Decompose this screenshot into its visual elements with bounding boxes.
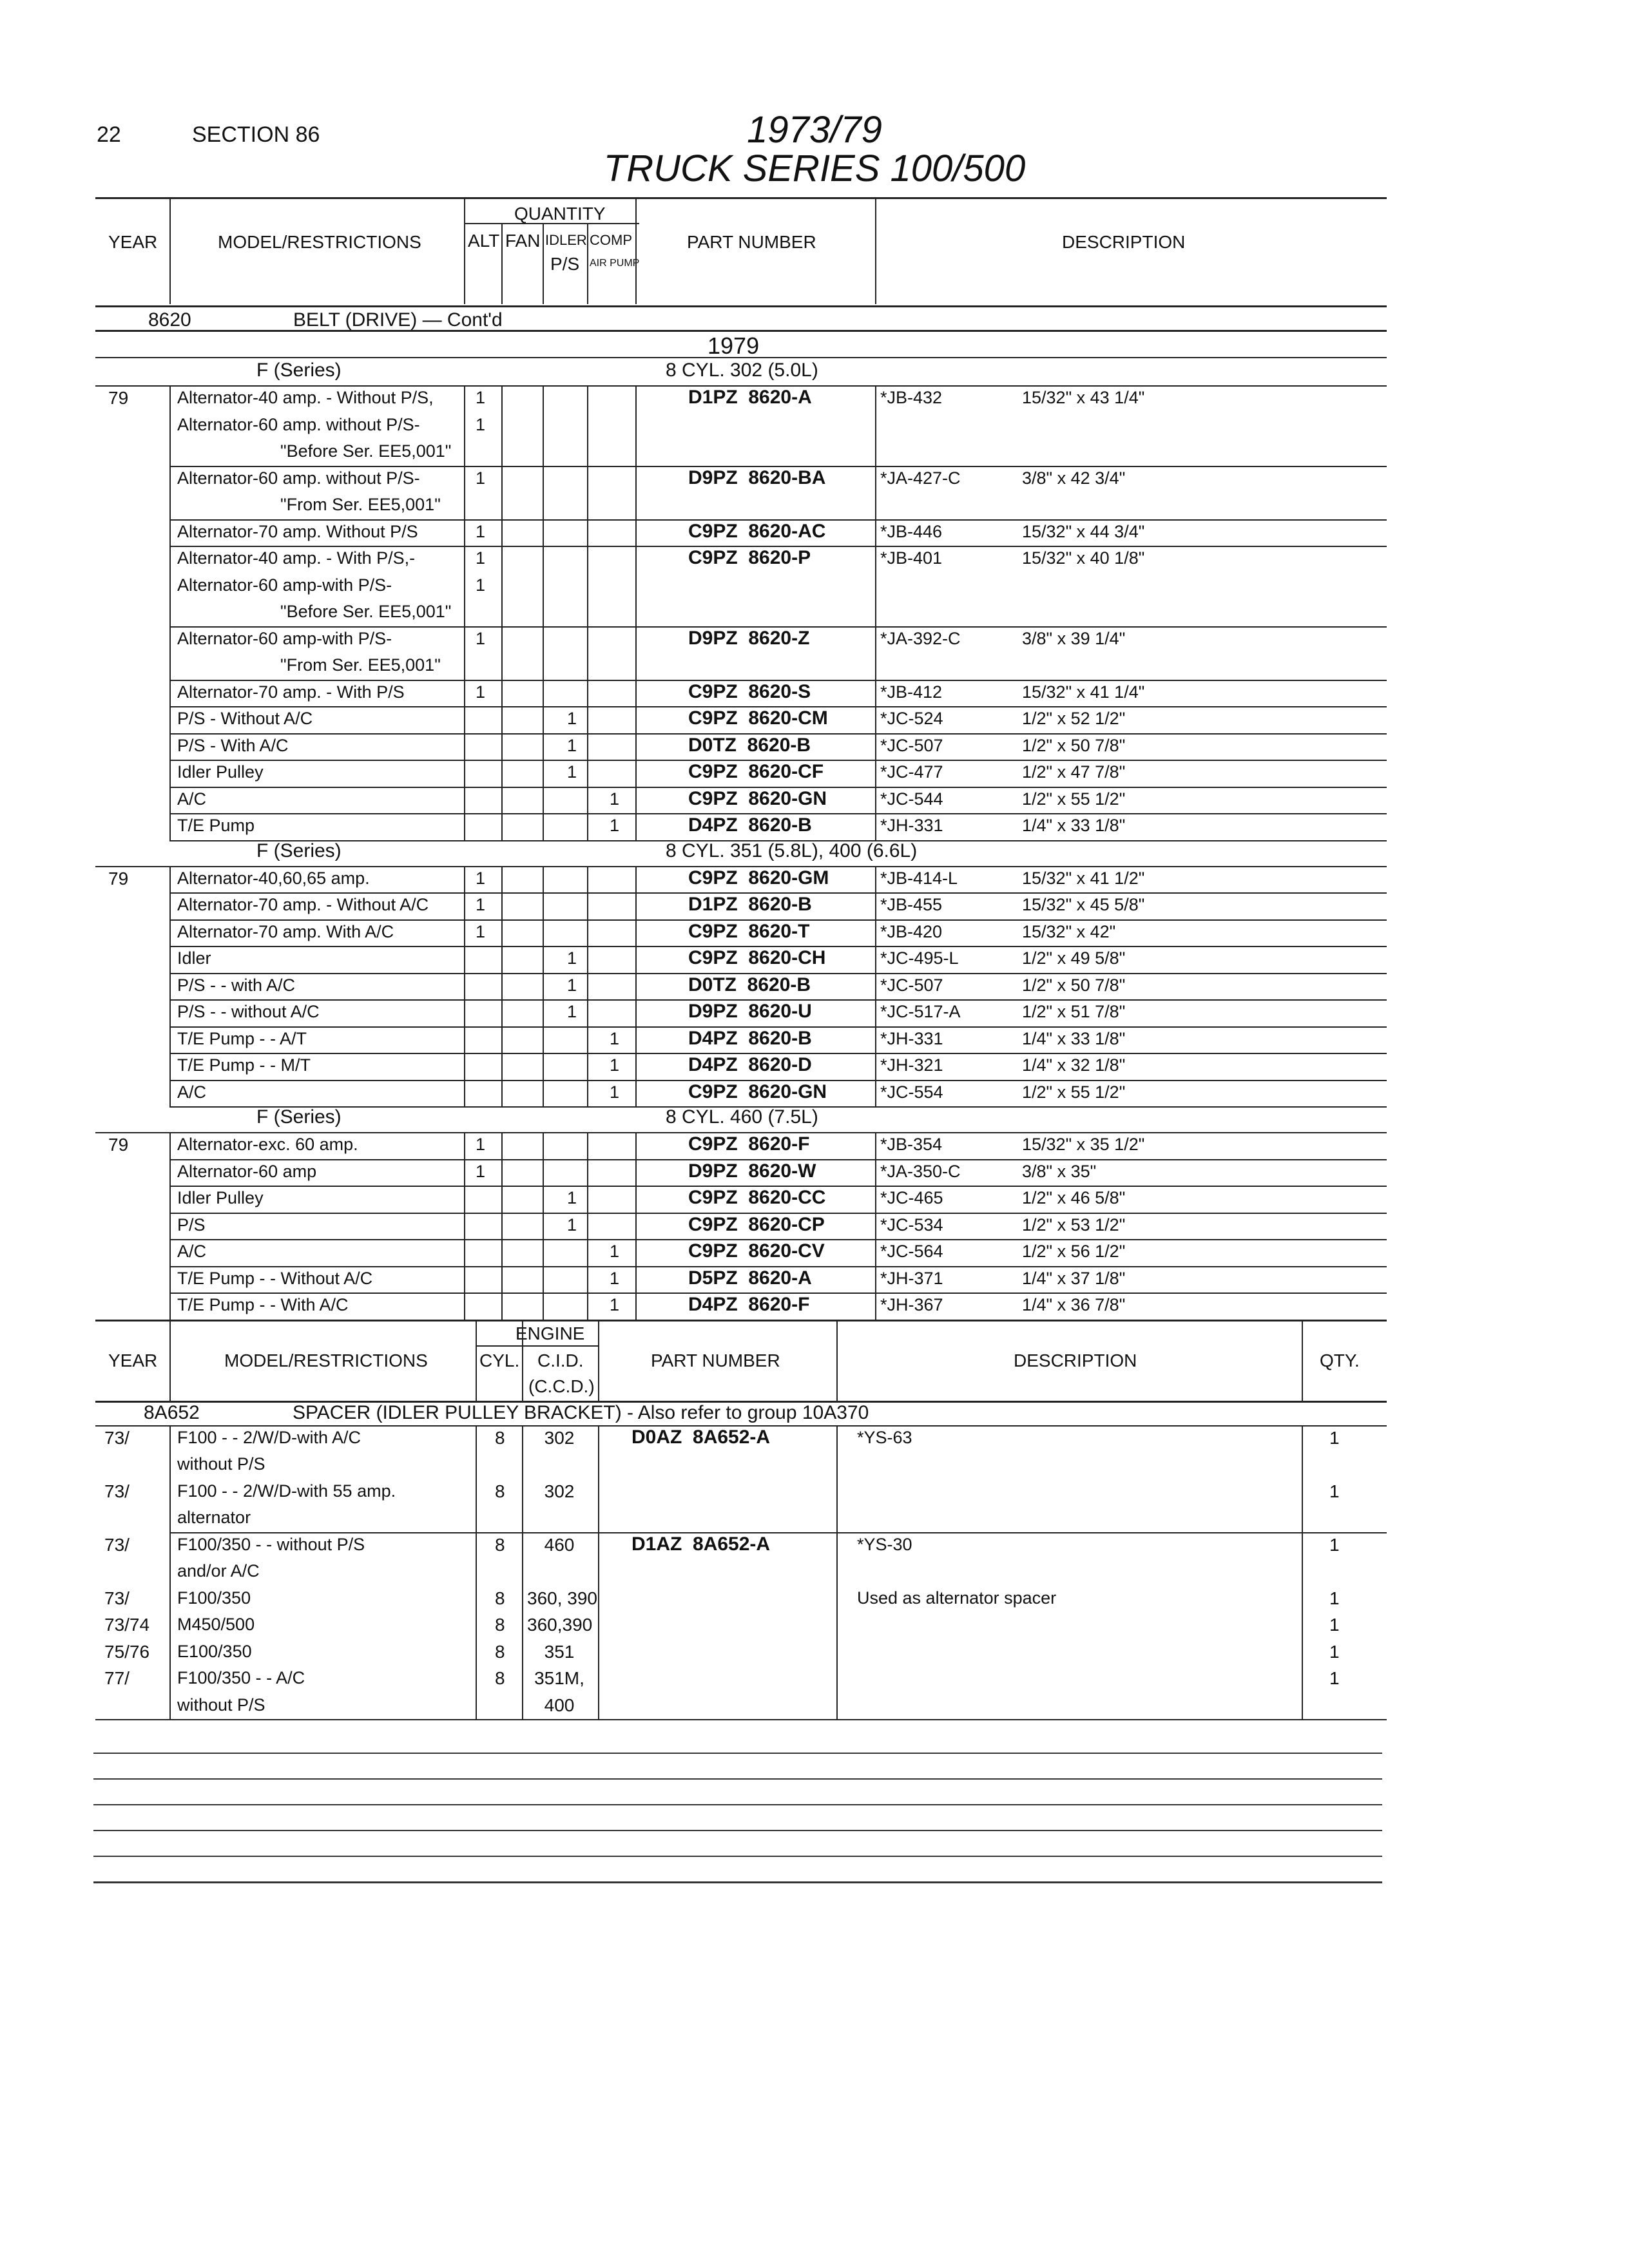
column-rule <box>635 866 637 1107</box>
model-restriction: Idler <box>177 948 211 968</box>
belt-code: *JB-455 <box>880 895 943 914</box>
belt-size: 1/2" x 49 5/8" <box>1022 948 1126 968</box>
part-number: D5PZ 8620-A <box>688 1267 812 1289</box>
model-restriction: without P/S <box>177 1454 265 1474</box>
comp-qty: 1 <box>610 1242 620 1261</box>
blank-rule <box>93 1778 1382 1780</box>
table2-bottom-rule <box>95 1719 1387 1720</box>
header-bottom-rule <box>95 305 1387 307</box>
belt-size: 15/32" x 35 1/2" <box>1022 1135 1145 1154</box>
qty-cell: 1 <box>1329 1427 1340 1448</box>
column-rule <box>522 1425 523 1720</box>
qty-cell: 1 <box>1329 1481 1340 1501</box>
belt-size: 1/2" x 55 1/2" <box>1022 789 1126 809</box>
col-cyl: CYL. <box>479 1350 520 1370</box>
belt-code: *JH-331 <box>880 816 943 835</box>
model-restriction: Alternator-60 amp-with P/S- <box>177 628 392 648</box>
section-label: SECTION 86 <box>192 122 320 147</box>
model-restriction: Alternator-70 amp. - Without A/C <box>177 895 429 914</box>
belt-size: 15/32" x 41 1/4" <box>1022 682 1145 702</box>
part-number: D4PZ 8620-D <box>688 1054 812 1075</box>
belt-code: *JA-427-C <box>880 468 961 488</box>
column-rule <box>598 1321 599 1401</box>
column-rule <box>522 1321 523 1401</box>
column-rule <box>169 1132 171 1320</box>
belt-size: 15/32" x 45 5/8" <box>1022 895 1145 914</box>
belt-size: 3/8" x 35" <box>1022 1161 1097 1181</box>
comp-qty: 1 <box>610 1268 620 1288</box>
belt-size: 1/4" x 33 1/8" <box>1022 816 1126 835</box>
belt-code: *JC-477 <box>880 762 943 782</box>
column-rule <box>501 1132 503 1320</box>
idler-ps-qty: 1 <box>567 709 577 728</box>
model-restriction: Alternator-70 amp. - With P/S <box>177 682 405 702</box>
model-restriction: A/C <box>177 789 207 809</box>
col-model: MODEL/RESTRICTIONS <box>224 1350 428 1370</box>
model-restriction: and/or A/C <box>177 1561 260 1581</box>
blank-rule <box>93 1830 1382 1831</box>
group-rule <box>95 330 1387 332</box>
cyl-cell: 8 <box>495 1641 505 1662</box>
idler-ps-qty: 1 <box>567 1188 577 1207</box>
model-restriction: T/E Pump <box>177 816 255 835</box>
idler-ps-qty: 1 <box>567 948 577 968</box>
part-number: D4PZ 8620-B <box>688 814 812 836</box>
column-rule <box>476 1425 477 1720</box>
alt-qty: 1 <box>476 1161 486 1181</box>
blank-rule <box>93 1881 1382 1883</box>
alt-qty: 1 <box>476 895 486 914</box>
column-rule <box>501 866 503 1107</box>
part-number: D0TZ 8620-B <box>688 734 811 756</box>
year-cell: 73/ <box>104 1427 130 1448</box>
belt-size: 1/2" x 50 7/8" <box>1022 975 1126 995</box>
belt-size: 15/32" x 43 1/4" <box>1022 388 1145 407</box>
part-number: C9PZ 8620-F <box>688 1133 810 1155</box>
column-rule <box>464 385 465 840</box>
year-cell: 75/76 <box>104 1641 150 1662</box>
col-part-number: PART NUMBER <box>651 1350 780 1370</box>
column-rule <box>1302 1425 1303 1720</box>
belt-size: 15/32" x 40 1/8" <box>1022 548 1145 568</box>
part-number: C9PZ 8620-CC <box>688 1187 826 1208</box>
group-name: SPACER (IDLER PULLEY BRACKET) - Also refer to group 10A370 <box>293 1401 869 1423</box>
column-rule <box>875 866 876 1107</box>
model-restriction: Alternator-40 amp. - Without P/S, <box>177 388 434 407</box>
col-model: MODEL/RESTRICTIONS <box>218 232 421 252</box>
model-restriction: F100/350 - - without P/S <box>177 1534 365 1554</box>
column-rule <box>169 866 171 1107</box>
part-number: D4PZ 8620-B <box>688 1027 812 1049</box>
idler-ps-qty: 1 <box>567 762 577 782</box>
alt-qty: 1 <box>476 575 486 595</box>
engine-rule <box>476 1345 598 1347</box>
belt-code: *JC-534 <box>880 1215 943 1235</box>
title-years: 1973/79 <box>747 109 882 151</box>
model-restriction: F100/350 <box>177 1588 251 1608</box>
column-rule <box>635 1132 637 1320</box>
engine-label: 8 CYL. 302 (5.0L) <box>666 360 818 381</box>
column-rule <box>1302 1321 1303 1401</box>
belt-code: *JB-354 <box>880 1135 943 1154</box>
year-heading: 1979 <box>708 332 760 359</box>
model-restriction: Alternator-exc. 60 amp. <box>177 1135 358 1154</box>
engine-label: 8 CYL. 351 (5.8L), 400 (6.6L) <box>666 840 918 861</box>
model-restriction: Alternator-40,60,65 amp. <box>177 868 370 888</box>
model-restriction: Alternator-60 amp <box>177 1161 317 1181</box>
col-airpump: AIR PUMP <box>590 258 640 269</box>
col-fan: FAN <box>505 231 541 251</box>
col-quantity: QUANTITY <box>514 204 606 224</box>
model-restriction: P/S - With A/C <box>177 735 289 755</box>
comp-qty: 1 <box>610 816 620 835</box>
belt-size: 1/4" x 32 1/8" <box>1022 1055 1126 1075</box>
model-restriction: Alternator-60 amp-with P/S- <box>177 575 392 595</box>
group-code: 8620 <box>148 309 191 331</box>
description: Used as alternator spacer <box>857 1588 1057 1608</box>
model-restriction: F100 - - 2/W/D-with 55 amp. <box>177 1481 396 1501</box>
idler-ps-qty: 1 <box>567 1002 577 1021</box>
belt-code: *JC-465 <box>880 1188 943 1207</box>
part-number: C9PZ 8620-GN <box>688 1081 827 1102</box>
part-number: C9PZ 8620-CP <box>688 1213 825 1235</box>
col-ps: P/S <box>550 254 580 274</box>
alt-qty: 1 <box>476 388 486 407</box>
column-rule <box>169 1321 171 1401</box>
year-cell: 77/ <box>104 1668 130 1688</box>
belt-size: 1/2" x 46 5/8" <box>1022 1188 1126 1207</box>
model-restriction: F100/350 - - A/C <box>177 1668 305 1687</box>
model-restriction: F100 - - 2/W/D-with A/C <box>177 1427 361 1447</box>
alt-qty: 1 <box>476 521 486 541</box>
column-rule <box>543 866 544 1107</box>
belt-code: *JC-507 <box>880 975 943 995</box>
part-number: D4PZ 8620-F <box>688 1294 810 1315</box>
model-restriction: P/S - Without A/C <box>177 709 313 728</box>
series-label: F (Series) <box>256 1106 342 1128</box>
cid-cell: 302 <box>544 1481 575 1501</box>
part-number: C9PZ 8620-CF <box>688 761 824 782</box>
model-restriction: T/E Pump - - With A/C <box>177 1295 349 1314</box>
model-restriction: M450/500 <box>177 1615 255 1634</box>
model-restriction: T/E Pump - - M/T <box>177 1055 311 1075</box>
column-rule <box>587 385 588 840</box>
belt-code: *JC-495-L <box>880 948 959 968</box>
cid-cell: 351 <box>544 1641 575 1662</box>
column-rule <box>836 1321 838 1401</box>
part-number: C9PZ 8620-GN <box>688 787 827 809</box>
alt-qty: 1 <box>476 628 486 648</box>
description: *YS-63 <box>857 1427 912 1447</box>
blank-rule <box>93 1856 1382 1857</box>
column-rule <box>635 385 637 840</box>
column-rule <box>169 1425 171 1720</box>
idler-ps-qty: 1 <box>567 735 577 755</box>
comp-qty: 1 <box>610 1295 620 1314</box>
part-number: D0AZ 8A652-A <box>631 1426 771 1448</box>
part-number: C9PZ 8620-S <box>688 680 811 702</box>
engine-label: 8 CYL. 460 (7.5L) <box>666 1106 818 1128</box>
belt-code: *JH-321 <box>880 1055 943 1075</box>
belt-size: 1/2" x 56 1/2" <box>1022 1242 1126 1261</box>
belt-size: 1/2" x 53 1/2" <box>1022 1215 1126 1235</box>
year-cell: 73/ <box>104 1481 130 1501</box>
model-restriction: E100/350 <box>177 1641 252 1661</box>
column-rule <box>836 1425 838 1720</box>
col-comp: COMP <box>590 232 632 248</box>
group-name: BELT (DRIVE) — Cont'd <box>293 309 503 331</box>
model-restriction: "From Ser. EE5,001" <box>280 655 441 675</box>
part-number: C9PZ 8620-CH <box>688 947 826 968</box>
qty-cell: 1 <box>1329 1668 1340 1688</box>
cyl-cell: 8 <box>495 1427 505 1448</box>
column-rule <box>501 385 503 840</box>
belt-size: 1/2" x 52 1/2" <box>1022 709 1126 728</box>
model-restriction: T/E Pump - - Without A/C <box>177 1268 373 1288</box>
model-restriction: P/S - - without A/C <box>177 1002 320 1021</box>
comp-qty: 1 <box>610 1082 620 1102</box>
belt-size: 1/4" x 37 1/8" <box>1022 1268 1126 1288</box>
column-rule <box>587 1132 588 1320</box>
belt-code: *JB-432 <box>880 388 943 407</box>
col-description: DESCRIPTION <box>1062 232 1186 252</box>
cyl-cell: 8 <box>495 1668 505 1688</box>
description: *YS-30 <box>857 1534 912 1554</box>
part-number: C9PZ 8620-P <box>688 547 811 568</box>
cid-cell: 400 <box>544 1695 575 1715</box>
blank-rule <box>93 1753 1382 1754</box>
part-number: D9PZ 8620-U <box>688 1001 812 1022</box>
comp-qty: 1 <box>610 789 620 809</box>
belt-code: *JH-371 <box>880 1268 943 1288</box>
col-part-number: PART NUMBER <box>687 232 816 252</box>
part-number: D1PZ 8620-A <box>688 387 812 408</box>
table1-header <box>95 198 1387 304</box>
cyl-cell: 8 <box>495 1588 505 1608</box>
belt-code: *JH-367 <box>880 1295 943 1314</box>
col-qty: QTY. <box>1320 1350 1360 1370</box>
col-alt: ALT <box>468 231 500 251</box>
belt-code: *JA-392-C <box>880 628 961 648</box>
belt-code: *JA-350-C <box>880 1161 961 1181</box>
cid-cell: 460 <box>544 1534 575 1555</box>
column-rule <box>169 385 171 840</box>
title-series: TRUCK SERIES 100/500 <box>603 148 1026 189</box>
column-rule <box>875 385 876 840</box>
alt-qty: 1 <box>476 921 486 941</box>
col-cid: C.I.D. <box>537 1350 584 1370</box>
qty-cell: 1 <box>1329 1641 1340 1662</box>
belt-size: 3/8" x 39 1/4" <box>1022 628 1126 648</box>
qty-cell: 1 <box>1329 1534 1340 1555</box>
model-restriction: "Before Ser. EE5,001" <box>280 441 452 461</box>
cid-cell: 360, 390 <box>527 1588 597 1608</box>
series-label: F (Series) <box>256 840 342 861</box>
series-label: F (Series) <box>256 360 342 381</box>
col-year: YEAR <box>108 1350 158 1370</box>
belt-code: *JB-401 <box>880 548 943 568</box>
belt-size: 15/32" x 44 3/4" <box>1022 521 1145 541</box>
belt-size: 15/32" x 41 1/2" <box>1022 868 1145 888</box>
belt-code: *JC-554 <box>880 1082 943 1102</box>
model-restriction: Alternator-60 amp. without P/S- <box>177 414 420 434</box>
alt-qty: 1 <box>476 1135 486 1154</box>
col-idler: IDLER <box>545 232 587 248</box>
model-restriction: Idler Pulley <box>177 1188 264 1207</box>
col-engine: ENGINE <box>516 1323 585 1343</box>
belt-code: *JB-414-L <box>880 868 958 888</box>
cid-cell: 351M, <box>534 1668 584 1688</box>
model-restriction: Alternator-60 amp. without P/S- <box>177 468 420 488</box>
belt-size: 1/2" x 50 7/8" <box>1022 735 1126 755</box>
belt-size: 1/4" x 36 7/8" <box>1022 1295 1126 1314</box>
alt-qty: 1 <box>476 682 486 702</box>
part-number: D9PZ 8620-BA <box>688 466 826 488</box>
blank-rule <box>93 1804 1382 1805</box>
cyl-cell: 8 <box>495 1615 505 1635</box>
cid-cell: 360,390 <box>527 1615 593 1635</box>
year-cell: 79 <box>108 1135 129 1155</box>
comp-qty: 1 <box>610 1028 620 1048</box>
cyl-cell: 8 <box>495 1481 505 1501</box>
col-description: DESCRIPTION <box>1014 1350 1137 1370</box>
part-number: C9PZ 8620-AC <box>688 520 826 542</box>
belt-code: *JB-446 <box>880 521 943 541</box>
model-restriction: P/S <box>177 1215 206 1235</box>
column-rule <box>464 866 465 1107</box>
column-rule <box>464 1132 465 1320</box>
model-restriction: without P/S <box>177 1695 265 1715</box>
alt-qty: 1 <box>476 548 486 568</box>
model-restriction: alternator <box>177 1508 251 1527</box>
belt-size: 15/32" x 42" <box>1022 921 1116 941</box>
idler-ps-qty: 1 <box>567 975 577 995</box>
column-rule <box>543 1132 544 1320</box>
qty-cell: 1 <box>1329 1588 1340 1608</box>
year-cell: 79 <box>108 388 129 408</box>
part-number: C9PZ 8620-CM <box>688 707 828 729</box>
col-year: YEAR <box>108 232 158 252</box>
row-rule <box>169 1532 1387 1533</box>
model-restriction: T/E Pump - - A/T <box>177 1028 307 1048</box>
model-restriction: Alternator-70 amp. With A/C <box>177 921 394 941</box>
alt-qty: 1 <box>476 868 486 888</box>
column-rule <box>875 1132 876 1320</box>
belt-size: 1/4" x 33 1/8" <box>1022 1028 1126 1048</box>
part-number: D1AZ 8A652-A <box>631 1533 771 1555</box>
alt-qty: 1 <box>476 468 486 488</box>
part-number: D9PZ 8620-W <box>688 1160 816 1182</box>
year-cell: 73/ <box>104 1534 130 1555</box>
part-number: C9PZ 8620-GM <box>688 867 829 889</box>
model-restriction: Idler Pulley <box>177 762 264 782</box>
belt-size: 1/2" x 55 1/2" <box>1022 1082 1126 1102</box>
belt-size: 3/8" x 42 3/4" <box>1022 468 1126 488</box>
belt-code: *JH-331 <box>880 1028 943 1048</box>
belt-code: *JB-420 <box>880 921 943 941</box>
column-rule <box>543 385 544 840</box>
part-number: D9PZ 8620-Z <box>688 627 810 649</box>
belt-size: 1/2" x 47 7/8" <box>1022 762 1126 782</box>
belt-code: *JC-544 <box>880 789 943 809</box>
year-rule <box>95 357 1387 358</box>
column-rule <box>476 1321 477 1401</box>
group-code: 8A652 <box>144 1401 200 1423</box>
comp-qty: 1 <box>610 1055 620 1075</box>
model-restriction: Alternator-40 amp. - With P/S,- <box>177 548 416 568</box>
cyl-cell: 8 <box>495 1534 505 1555</box>
page-number: 22 <box>97 122 121 147</box>
part-number: D0TZ 8620-B <box>688 974 811 995</box>
model-restriction: A/C <box>177 1242 207 1261</box>
year-cell: 73/74 <box>104 1615 150 1635</box>
table1-bottom-rule <box>95 1320 1387 1321</box>
belt-code: *JC-564 <box>880 1242 943 1261</box>
idler-ps-qty: 1 <box>567 1215 577 1235</box>
column-rule <box>587 866 588 1107</box>
belt-code: *JC-507 <box>880 735 943 755</box>
year-cell: 79 <box>108 868 129 889</box>
belt-code: *JB-412 <box>880 682 943 702</box>
model-restriction: "Before Ser. EE5,001" <box>280 602 452 621</box>
belt-code: *JC-524 <box>880 709 943 728</box>
belt-size: 1/2" x 51 7/8" <box>1022 1002 1126 1021</box>
model-restriction: "From Ser. EE5,001" <box>280 495 441 514</box>
alt-qty: 1 <box>476 414 486 434</box>
model-restriction: A/C <box>177 1082 207 1102</box>
column-rule <box>598 1425 599 1720</box>
model-restriction: Alternator-70 amp. Without P/S <box>177 521 418 541</box>
year-cell: 73/ <box>104 1588 130 1608</box>
qty-cell: 1 <box>1329 1615 1340 1635</box>
part-number: C9PZ 8620-T <box>688 920 810 942</box>
col-ccd: (C.C.D.) <box>528 1376 595 1396</box>
model-restriction: P/S - - with A/C <box>177 975 296 995</box>
part-number: D1PZ 8620-B <box>688 894 812 915</box>
belt-code: *JC-517-A <box>880 1002 961 1021</box>
part-number: C9PZ 8620-CV <box>688 1240 825 1262</box>
cid-cell: 302 <box>544 1427 575 1448</box>
